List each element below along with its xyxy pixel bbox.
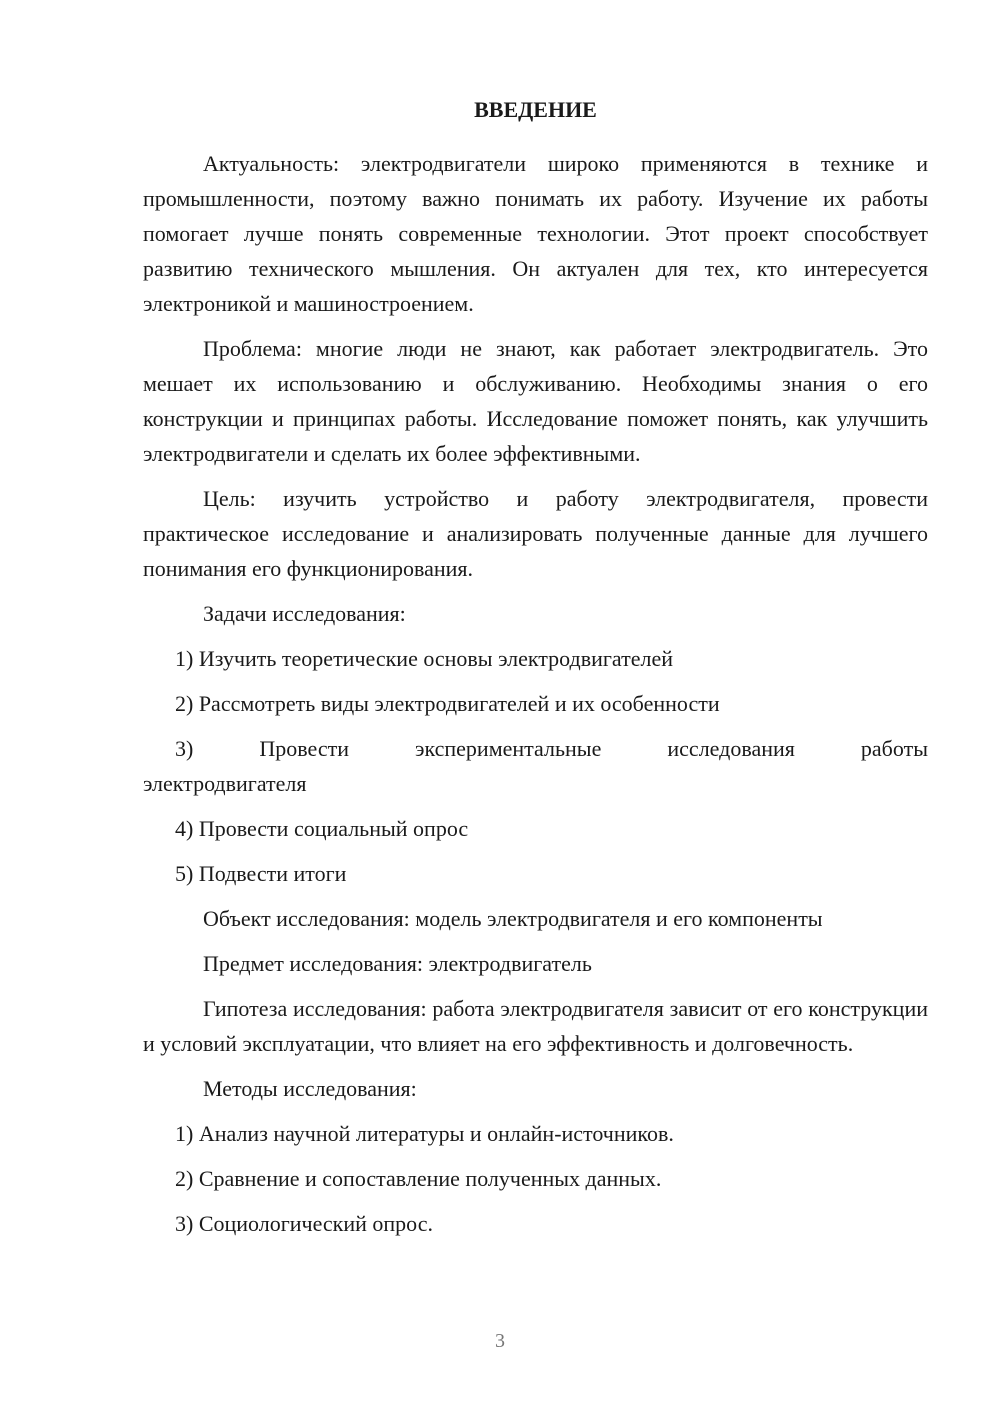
object-line: Объект исследования: модель электродвигателя и его компоненты [203,906,823,931]
subject-line: Предмет исследования: электродвигатель [203,951,592,976]
task-item: 1) Изучить теоретические основы электродвигателей [175,646,673,671]
task-3-word: 3) [175,736,194,761]
method-item: 2) Сравнение и сопоставление полученных данных. [175,1166,662,1191]
task-3-word: экспериментальные [415,736,602,761]
page-number: 3 [495,1330,505,1352]
document-page [143,92,928,1251]
page-title: ВВЕДЕНИЕ [474,97,597,122]
task-3-word: исследования [667,736,795,761]
relevance-paragraph: Актуальность: электродвигатели широко применяются в технике и промышленности, поэтому важно понимать их работу. Изучение их работы помогает лучше понять современные технологии. Этот проект способствует развитию технического мышления. Он актуален для тех, кто интересуется электроникой и машиностроением. [143,151,928,316]
task-item: 2) Рассмотреть виды электродвигателей и их особенности [175,691,720,716]
task-item-3-first-line [143,731,928,766]
problem-paragraph: Проблема: многие люди не знают, как работает электродвигатель. Это мешает их использованию и обслуживанию. Необходимы знания о его конструкции и принципах работы. Исследование поможет понять, как улучшить электродвигатели и сделать их более эффективными. [143,336,928,466]
methods-heading: Методы исследования: [203,1076,417,1101]
tasks-heading: Задачи исследования: [203,601,406,626]
goal-paragraph: Цель: изучить устройство и работу электродвигателя, провести практическое исследование и анализировать полученные данные для лучшего понимания его функционирования. [143,486,928,581]
method-item: 1) Анализ научной литературы и онлайн-источников. [175,1121,674,1146]
task-item: 4) Провести социальный опрос [175,816,469,841]
task-item: 5) Подвести итоги [175,861,347,886]
task-3-word: Провести [259,736,349,761]
task-item-3-continuation: электродвигателя [143,771,307,796]
task-3-word: работы [860,736,928,761]
method-item: 3) Социологический опрос. [175,1211,433,1236]
hypothesis-paragraph: Гипотеза исследования: работа электродвигателя зависит от его конструкции и условий эксплуатации, что влияет на его эффективность и долговечность. [143,996,928,1056]
